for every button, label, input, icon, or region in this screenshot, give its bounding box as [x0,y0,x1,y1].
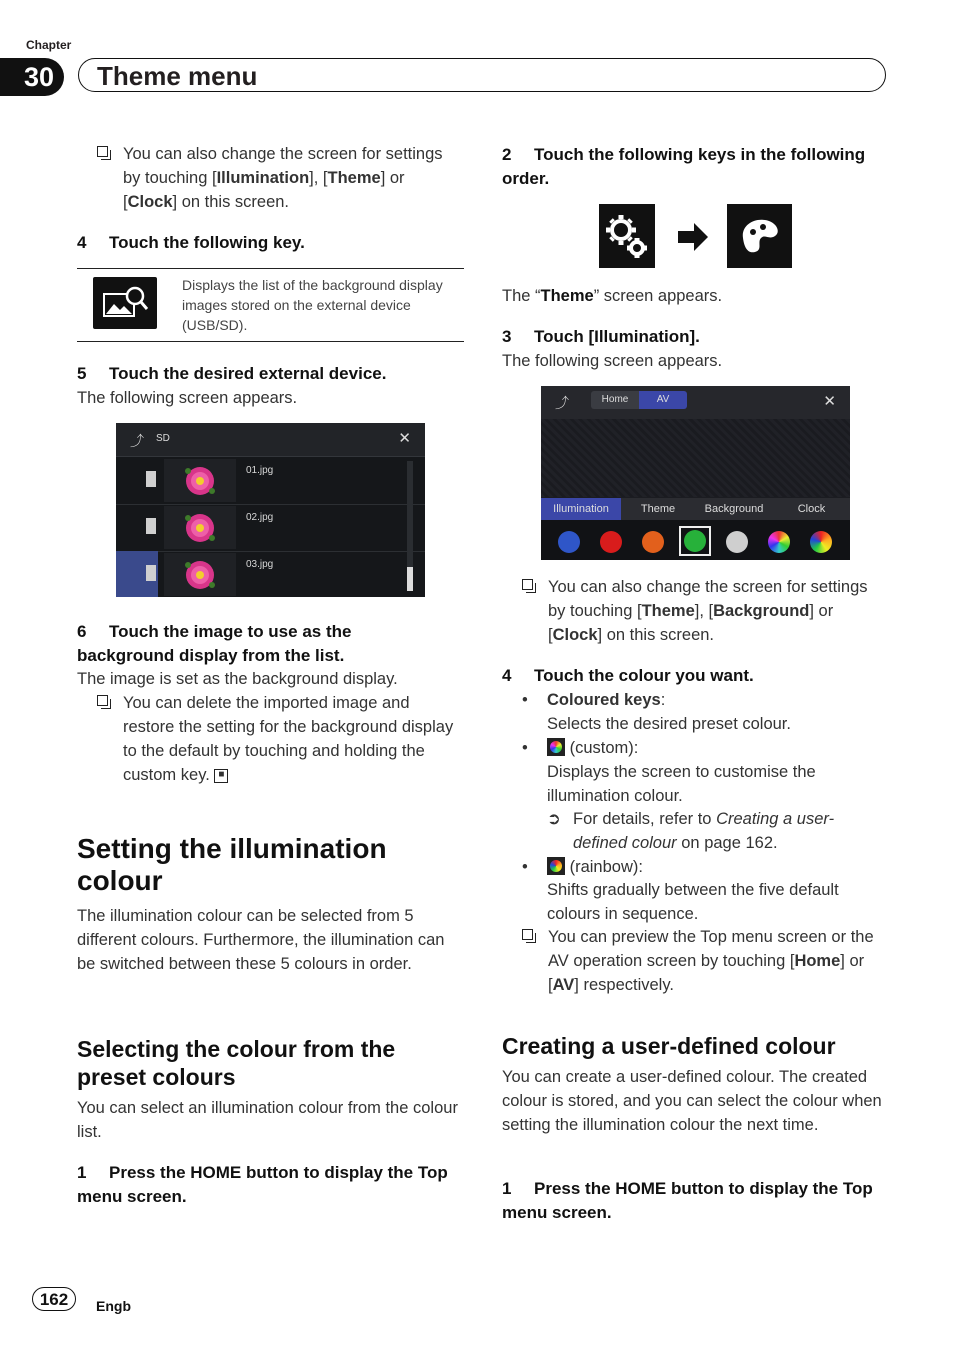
note-change-screen-2: You can also change the screen for settings by touching [Theme], [Background] or [Clock] on this screen. [502,575,888,647]
step-1-heading: 1 Press the HOME button to display the Top menu screen. [77,1163,448,1206]
step-5-heading: 5 Touch the desired external device. [77,364,387,383]
file-row[interactable] [116,457,425,505]
back-icon[interactable]: ⤴ [130,433,144,449]
ref-arrow-icon: ➲ [547,810,561,828]
bullet-icon: • [522,691,528,709]
bullet-custom-body: Displays the screen to customise the illumination colour. [547,763,816,805]
note-box-icon [97,695,108,706]
file-icon [146,471,156,487]
file-icon [146,518,156,534]
image-search-icon [93,277,157,329]
bullet-icon: • [522,858,528,876]
step-6-heading: 6 Touch the image to use as the background display from the list. [77,622,352,665]
bullet-coloured-keys: Coloured keys: [547,691,666,709]
section-2-heading: Creating a user-defined colour [502,1033,836,1059]
tab-av[interactable]: AV [639,391,687,409]
green-swatch[interactable] [684,530,706,552]
section-heading: Setting the illumination colour [77,833,387,896]
red-swatch[interactable] [600,531,622,553]
tab-clock[interactable]: Clock [773,498,850,520]
chapter-number: 30 [0,58,64,96]
ill-screen-header [541,386,850,419]
key-table [77,268,464,342]
bullet-custom-reference: For details, refer to Creating a user-defined colour on page 162. [573,810,835,852]
file-row[interactable] [116,504,425,552]
flower-thumbnail [164,553,236,596]
close-icon[interactable]: ✕ [398,430,411,447]
key-description: Displays the list of the background display images stored on the external device (USB/SD). [182,277,443,333]
sd-file-list-screenshot [116,423,425,597]
custom-colour-icon [547,738,565,756]
note-preview: You can preview the Top menu screen or the AV operation screen by touching [Home] or [AV] respectively. [502,925,888,997]
rainbow-icon[interactable] [810,531,832,553]
file-icon [146,565,156,581]
step-6-body: The image is set as the background display. [77,670,398,688]
orange-swatch[interactable] [642,531,664,553]
preview-area [541,419,850,497]
subsection-body: You can select an illumination colour from the colour list. [77,1099,458,1141]
subsection-heading: Selecting the colour from the preset colours [77,1036,396,1090]
file-row[interactable] [116,551,425,597]
file-name: 01.jpg [246,465,274,476]
bullet-rainbow: (rainbow): [547,855,643,879]
step-4-heading: 4 Touch the following key. [77,233,305,252]
end-mark-icon: ■ [214,769,228,783]
tab-background[interactable]: Background [695,498,773,520]
file-name: 03.jpg [246,559,274,570]
blue-swatch[interactable] [558,531,580,553]
theme-appears-text: The “Theme” screen appears. [502,287,723,305]
step-3-heading: 3 Touch [Illumination]. [502,327,700,346]
step-4-colour-heading: 4 Touch the colour you want. [502,666,754,685]
flower-thumbnail [164,506,236,549]
note-box-icon [522,579,533,590]
file-name: 02.jpg [246,512,274,523]
flower-thumbnail [164,459,236,502]
step-3-body: The following screen appears. [502,352,723,370]
note-box-icon [522,929,533,940]
arrow-right-icon [676,222,710,252]
step-2-heading: 2 Touch the following keys in the following order. [502,145,866,188]
settings-gears-icon [599,204,655,268]
custom-colour-icon[interactable] [768,531,790,553]
white-swatch[interactable] [726,531,748,553]
step-5-body: The following screen appears. [77,389,298,407]
rainbow-icon [547,857,565,875]
note-delete-image: You can delete the imported image and restore the setting for the background display to the default by touching and holding the custom key. ■ [77,691,463,787]
illumination-screenshot [541,386,850,560]
back-icon[interactable]: ⤴ [555,395,569,411]
section-body: The illumination colour can be selected from 5 different colours. Furthermore, the illumination can be switched between these 5 colours in order. [77,907,445,973]
language-code: Engb [96,1298,131,1314]
section-2-body: You can create a user-defined colour. The created colour is stored, and you can select the colour when setting the illumination colour the next time. [502,1068,882,1134]
chapter-label: Chapter [26,38,72,52]
close-icon[interactable]: ✕ [823,393,836,410]
theme-palette-icon [727,204,792,268]
note-box-icon [97,146,108,157]
tab-theme[interactable]: Theme [621,498,695,520]
bullet-coloured-keys-body: Selects the desired preset colour. [547,715,791,733]
tab-home[interactable]: Home [591,391,639,409]
bullet-icon: • [522,739,528,757]
sd-screen-header [116,423,425,457]
page-number: 162 [32,1287,76,1311]
note-change-screen: You can also change the screen for settings by touching [Illumination], [Theme] or [Clock] on this screen. [77,142,463,214]
scrollbar-thumb[interactable] [407,567,413,591]
tab-illumination[interactable]: Illumination [541,498,621,520]
page-title: Theme menu [78,58,886,92]
sd-screen-title: SD [156,433,170,444]
scrollbar[interactable] [407,461,413,591]
bullet-custom: (custom): [547,736,638,760]
bullet-rainbow-body: Shifts gradually between the five default colours in sequence. [547,881,839,923]
step-1-right-heading: 1 Press the HOME button to display the Top menu screen. [502,1179,873,1222]
